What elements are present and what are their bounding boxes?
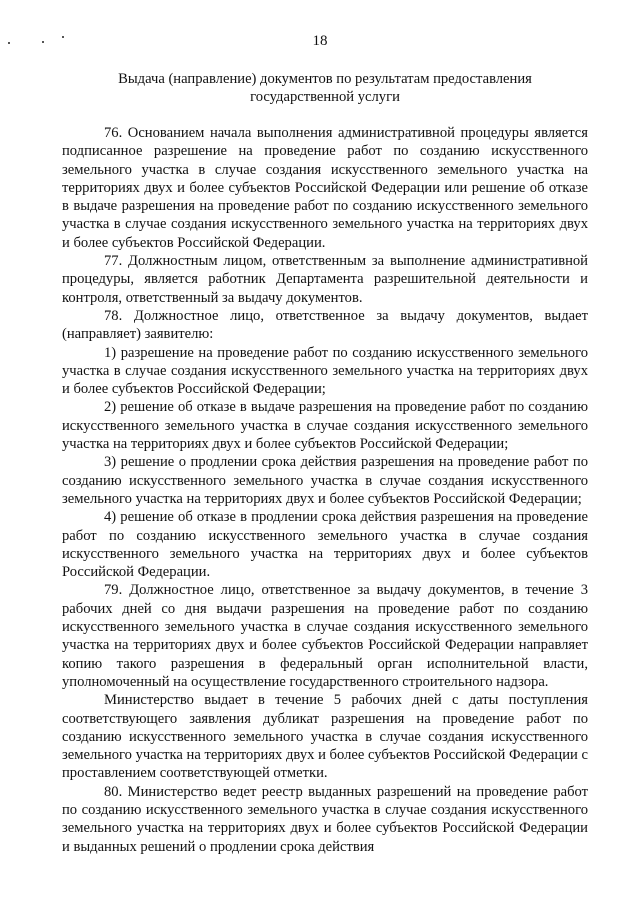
section-heading-line: Выдача (направление) документов по результатам предоставления xyxy=(118,71,532,87)
paragraph-79: 79. Должностное лицо, ответственное за выдачу документов, в течение 3 рабочих дней со дня выдачи разрешения на проведение работ по созданию искусственного земельного участка в случае создания искусственного земельного участка на территориях двух и более субъектов Российской Федерации направляет копию такого разрешения в федеральный орган исполнительной власти, уполномоченный на осуществление государственного строительного надзора. xyxy=(62,582,588,690)
paragraph-78: 78. Должностное лицо, ответственное за выдачу документов, выдает (направляет) заявителю: xyxy=(62,307,588,343)
paragraph-76: 76. Основанием начала выполнения административной процедуры является подписанное разрешение на проведение работ по созданию искусственного земельного участка в случае создания искусственного земельного участка на территориях двух и более субъектов Российской Федерации или решение об отказе в выдаче разрешения на проведение работ по созданию искусственного земельного участка в случае создания искусственного земельного участка на территориях двух и более субъектов Российской Федерации. xyxy=(62,125,588,251)
paragraph-77: 77. Должностным лицом, ответственным за выполнение административной процедуры, является работник Департамента разрешительной деятельности и контроля, ответственный за выдачу документов. xyxy=(62,253,588,306)
list-item-4: 4) решение об отказе в продлении срока действия разрешения на проведение работ по созданию искусственного земельного участка в случае создания искусственного земельного участка на территориях двух и более субъектов Российской Федерации. xyxy=(62,509,588,581)
page-number: 18 xyxy=(312,33,328,49)
list-item-2: 2) решение об отказе в выдаче разрешения на проведение работ по созданию искусственного земельного участка в случае создания искусственного земельного участка на территориях двух и более субъектов Российской Федерации; xyxy=(62,399,588,453)
paragraph-80: 80. Министерство ведет реестр выданных разрешений на проведение работ по созданию искусственного земельного участка в случае создания искусственного земельного участка на территориях двух и более субъектов Российской Федерации и выданных решений о продлении срока действия xyxy=(62,783,588,855)
list-item-1: 1) разрешение на проведение работ по созданию искусственного земельного участка в случае создания искусственного земельного участка на территориях двух и более субъектов Российской Федерации; xyxy=(62,344,588,398)
list-item-3: 3) решение о продлении срока действия разрешения на проведение работ по созданию искусственного земельного участка в случае создания искусственного земельного участка на территориях двух и более субъектов Российской Федерации; xyxy=(62,454,588,507)
section-heading xyxy=(62,70,588,106)
paragraph-duplicate: Министерство выдает в течение 5 рабочих дней с даты поступления соответствующего заявления дубликат разрешения на проведение работ по созданию искусственного земельного участка в случае создания искусственного земельного участка на территориях двух и более субъектов Российской Федерации с проставлением соответствующей отметки. xyxy=(62,692,588,782)
section-heading-line: государственной услуги xyxy=(250,89,400,105)
document-body xyxy=(62,124,588,856)
